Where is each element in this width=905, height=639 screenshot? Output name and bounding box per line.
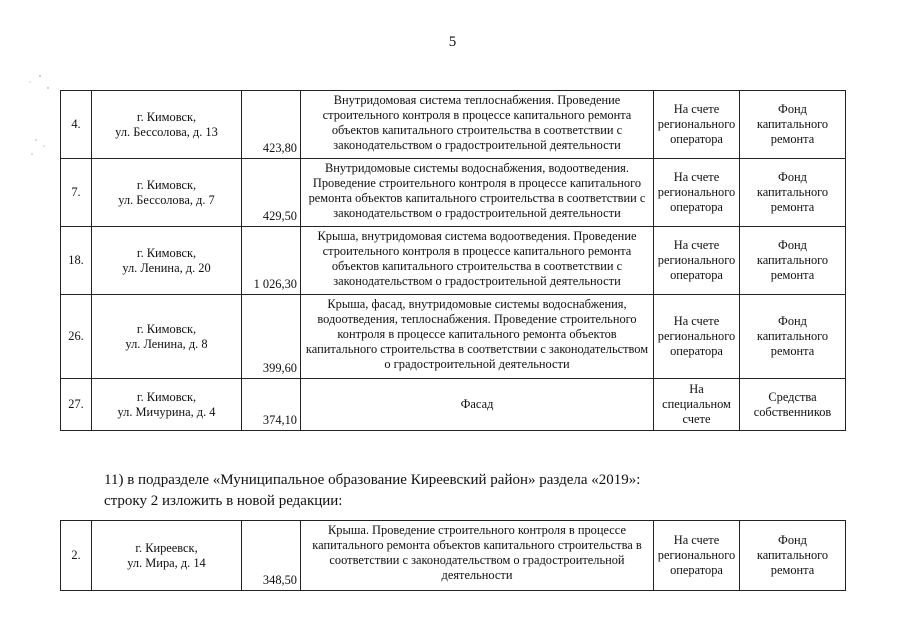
- address-cell: [92, 227, 242, 295]
- funding-source: Фонд капитального ремонта: [740, 521, 846, 591]
- address-line: г. Кимовск,: [136, 245, 197, 260]
- address-cell: [92, 91, 242, 159]
- table-row: [61, 91, 846, 159]
- table-row: [61, 227, 846, 295]
- account-type: На счете регионального оператора: [654, 521, 740, 591]
- work-description: Крыша. Проведение строительного контроля в процессе капитального ремонта объектов капитального строительства в соответствии с законодательством о градостроительной деятельности: [301, 521, 654, 591]
- address-line: ул. Бессолова, д. 7: [118, 192, 215, 207]
- row-number: 18.: [61, 227, 92, 295]
- area-value: 348,50: [242, 521, 301, 591]
- row-number: 2.: [61, 521, 92, 591]
- work-description: Крыша, внутридомовая система водоотведения. Проведение строительного контроля в процессе капитального ремонта объектов капитального строительства в соответствии с законодательством о градостроительной деятельности: [301, 227, 654, 295]
- address-line: ул. Ленина, д. 8: [125, 336, 208, 351]
- row-number: 27.: [61, 379, 92, 431]
- register-table: [60, 90, 846, 431]
- area-value: 1 026,30: [242, 227, 301, 295]
- page-number: 5: [448, 34, 457, 50]
- amendment-paragraph: [104, 470, 704, 512]
- row-number: 26.: [61, 295, 92, 379]
- funding-source: Средства собственников: [740, 379, 846, 431]
- amendment-line-2: строку 2 изложить в новой редакции:: [104, 493, 343, 509]
- account-type: На счете регионального оператора: [654, 227, 740, 295]
- table-row: [61, 521, 846, 591]
- funding-source: Фонд капитального ремонта: [740, 295, 846, 379]
- work-description: Внутридомовые системы водоснабжения, водоотведения. Проведение строительного контроля в процессе капитального ремонта объектов капитального строительства в соответствии с законодательством о градостроительной деятельности: [301, 159, 654, 227]
- row-number: 7.: [61, 159, 92, 227]
- address-line: г. Кимовск,: [136, 389, 197, 404]
- account-type: На счете регионального оператора: [654, 159, 740, 227]
- area-value: 374,10: [242, 379, 301, 431]
- table-row: [61, 295, 846, 379]
- work-description: Фасад: [301, 379, 654, 431]
- funding-source: Фонд капитального ремонта: [740, 159, 846, 227]
- amendment-line-1: 11) в подразделе «Муниципальное образование Киреевский район» раздела «2019»:: [104, 472, 641, 488]
- work-description: Крыша, фасад, внутридомовые системы водоснабжения, водоотведения, теплоснабжения. Проведение строительного контроля в процессе капитального ремонта объектов капитального строительства в соответствии с законодательством о градостроительной деятельности: [301, 295, 654, 379]
- address-line: ул. Мичурина, д. 4: [117, 404, 216, 419]
- scan-specks: [26, 70, 56, 180]
- address-cell: [92, 379, 242, 431]
- register-table: [60, 520, 846, 591]
- address-line: г. Кимовск,: [136, 177, 197, 192]
- area-value: 429,50: [242, 159, 301, 227]
- address-cell: [92, 295, 242, 379]
- account-type: На счете регионального оператора: [654, 91, 740, 159]
- funding-source: Фонд капитального ремонта: [740, 227, 846, 295]
- account-type: На специальном счете: [654, 379, 740, 431]
- table-row: [61, 159, 846, 227]
- account-type: На счете регионального оператора: [654, 295, 740, 379]
- area-value: 423,80: [242, 91, 301, 159]
- address-line: ул. Бессолова, д. 13: [115, 124, 218, 139]
- address-line: г. Кимовск,: [136, 109, 197, 124]
- address-line: ул. Ленина, д. 20: [122, 260, 211, 275]
- area-value: 399,60: [242, 295, 301, 379]
- address-line: г. Кимовск,: [136, 321, 197, 336]
- row-number: 4.: [61, 91, 92, 159]
- work-description: Внутридомовая система теплоснабжения. Проведение строительного контроля в процессе капитального ремонта объектов капитального строительства в соответствии с законодательством о градостроительной деятельности: [301, 91, 654, 159]
- address-line: ул. Мира, д. 14: [127, 555, 206, 570]
- table-row: [61, 379, 846, 431]
- address-cell: [92, 521, 242, 591]
- address-cell: [92, 159, 242, 227]
- funding-source: Фонд капитального ремонта: [740, 91, 846, 159]
- address-line: г. Киреевск,: [135, 540, 198, 555]
